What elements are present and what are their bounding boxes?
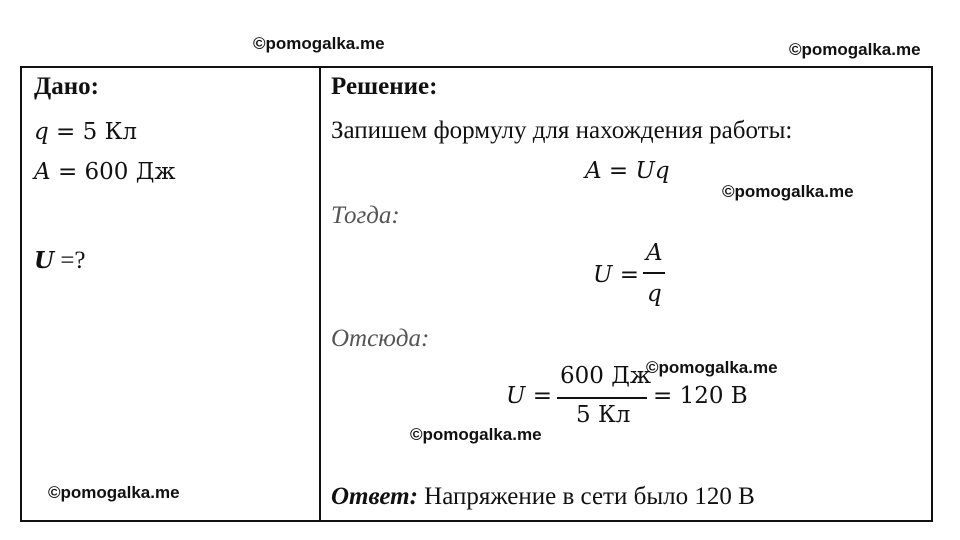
- fraction-bar: [557, 397, 647, 399]
- solution-intro: Запишем формулу для нахождения работы:: [331, 117, 793, 144]
- formula-voltage-denominator: q: [647, 281, 662, 307]
- watermark: ©pomogalka.me: [646, 358, 778, 377]
- watermark: ©pomogalka.me: [48, 483, 180, 502]
- formula-voltage-lhs: U =: [593, 262, 639, 288]
- charge-value: = 5 Кл: [56, 119, 137, 145]
- answer: [331, 484, 755, 509]
- formula-calc-numerator: 600 Дж: [560, 363, 652, 389]
- given-heading: Дано:: [34, 73, 99, 100]
- watermark: ©pomogalka.me: [789, 40, 921, 59]
- voltage-value: =?: [60, 247, 86, 274]
- fraction-bar: [643, 272, 665, 274]
- work-variable: A: [34, 159, 51, 185]
- voltage-variable: U: [34, 247, 55, 274]
- watermark: ©pomogalka.me: [253, 34, 385, 53]
- hence-label: Отсюда:: [331, 325, 430, 352]
- answer-label: Ответ:: [331, 483, 418, 510]
- formula-work: A = Uq: [585, 158, 670, 184]
- work-value: = 600 Дж: [57, 159, 176, 185]
- solution-heading: Решение:: [331, 73, 438, 100]
- answer-text: Напряжение в сети было 120 В: [424, 483, 755, 510]
- watermark: ©pomogalka.me: [722, 182, 854, 201]
- given-work: [34, 161, 176, 184]
- column-divider: [319, 66, 321, 522]
- formula-calc-lhs: U =: [506, 383, 552, 409]
- watermark: ©pomogalka.me: [410, 425, 542, 444]
- then-label: Тогда:: [331, 202, 400, 229]
- formula-calc-result: = 120 В: [653, 383, 748, 409]
- given-charge: [34, 121, 137, 144]
- formula-voltage-numerator: A: [646, 240, 663, 266]
- given-unknown: [34, 248, 86, 273]
- charge-variable: q: [34, 119, 49, 145]
- formula-calc-denominator: 5 Кл: [576, 402, 631, 428]
